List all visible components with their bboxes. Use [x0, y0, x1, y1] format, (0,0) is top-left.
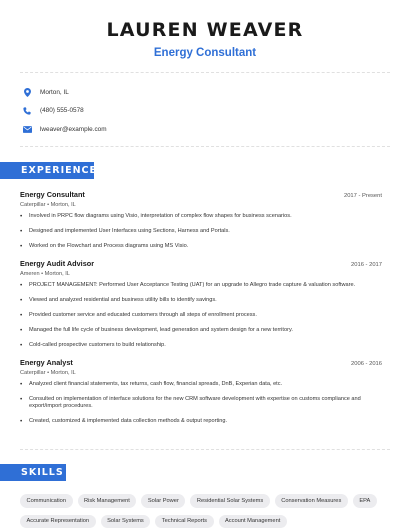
experience-divider [20, 449, 390, 450]
phone-icon [22, 106, 32, 116]
list-item: • Worked on the Flowchart and Process diagrams using MS Visio. [20, 243, 382, 251]
contact-list [22, 83, 392, 139]
skills-list [20, 494, 392, 528]
experience-heading: EXPERIENCE [0, 162, 94, 179]
contact-location [22, 83, 392, 102]
job-location: Morton, IL [44, 271, 70, 277]
contact-email [22, 120, 392, 139]
job-dates: 2017 - Present [343, 193, 382, 199]
job-title: Energy Consultant [20, 190, 85, 199]
job-company: Caterpillar [20, 370, 46, 376]
skill-chip: Conservation Measures [275, 494, 348, 508]
resume-header [0, 0, 410, 59]
list-item: • Consulted on implementation of interface solutions for the new CRM software development with expertise on customs compliance and export/import procedures. [20, 396, 382, 411]
meta-separator: • [47, 202, 51, 208]
skill-chip: Residential Solar Systems [190, 494, 269, 508]
location-pin-icon [22, 87, 32, 97]
skill-chip: Accurate Representation [20, 515, 96, 529]
skill-chip: Solar Systems [101, 515, 151, 529]
meta-separator: • [41, 271, 45, 277]
list-item: • Created, customized & implemented data collection methods & output reporting. [20, 418, 382, 426]
job-entry [20, 358, 382, 433]
list-item: • Managed the full life cycle of business development, lead generation and system design for a new territory. [20, 327, 382, 335]
contact-phone [22, 102, 392, 121]
contact-phone-text: (480) 555-0578 [40, 107, 84, 115]
job-company-location [20, 370, 382, 376]
job-entry [20, 259, 382, 356]
job-location: Morton, IL [50, 202, 76, 208]
skills-heading: SKILLS [0, 464, 66, 481]
job-title: Energy Audit Advisor [20, 259, 95, 268]
contact-location-text: Morton, IL [40, 88, 69, 96]
email-icon [22, 124, 32, 134]
list-item: • Cold-called prospective customers to build relationship. [20, 342, 382, 350]
list-item: • Involved in PRPC flow diagrams using Visio, interpretation of complex flow shapes for business scenarios. [20, 213, 382, 221]
list-item: • Designed and implemented User Interfaces using Sections, Harness and Portals. [20, 228, 382, 236]
job-company-location [20, 271, 382, 277]
job-bullets [20, 282, 382, 349]
job-bullets [20, 381, 382, 426]
job-title: Energy Analyst [20, 358, 73, 367]
skill-chip: Risk Management [78, 494, 137, 508]
skill-chip: Communication [20, 494, 73, 508]
job-entry [20, 190, 382, 258]
meta-separator: • [47, 370, 51, 376]
candidate-name: LAUREN WEAVER [106, 19, 304, 41]
list-item: • Provided customer service and educated customers through all steps of enrollment process. [20, 312, 382, 320]
skill-chip: Solar Power [141, 494, 185, 508]
list-item: • Viewed and analyzed residential and business utility bills to identify savings. [20, 297, 382, 305]
candidate-role: Energy Consultant [153, 47, 257, 59]
list-item: • Analyzed client financial statements, tax returns, cash flow, financial spreads, DnB, Experian data, etc. [20, 381, 382, 389]
job-company: Ameren [20, 271, 40, 277]
list-item: • PROJECT MANAGEMENT: Performed User Acceptance Testing (UAT) for an upgrade to Allegro trade capture & valuation software. [20, 282, 382, 290]
skill-chip: Technical Reports [155, 515, 213, 529]
job-company: Caterpillar [20, 202, 46, 208]
job-dates: 2016 - 2017 [351, 262, 382, 268]
job-company-location [20, 202, 382, 208]
contact-divider [20, 146, 390, 147]
job-location: Morton, IL [50, 370, 76, 376]
skill-chip: EPA [353, 494, 377, 508]
contact-email-text[interactable]: lweaver@example.com [40, 125, 107, 133]
job-bullets [20, 213, 382, 250]
job-dates: 2006 - 2016 [351, 361, 382, 367]
skill-chip: Account Management [219, 515, 287, 529]
header-divider [20, 72, 390, 73]
